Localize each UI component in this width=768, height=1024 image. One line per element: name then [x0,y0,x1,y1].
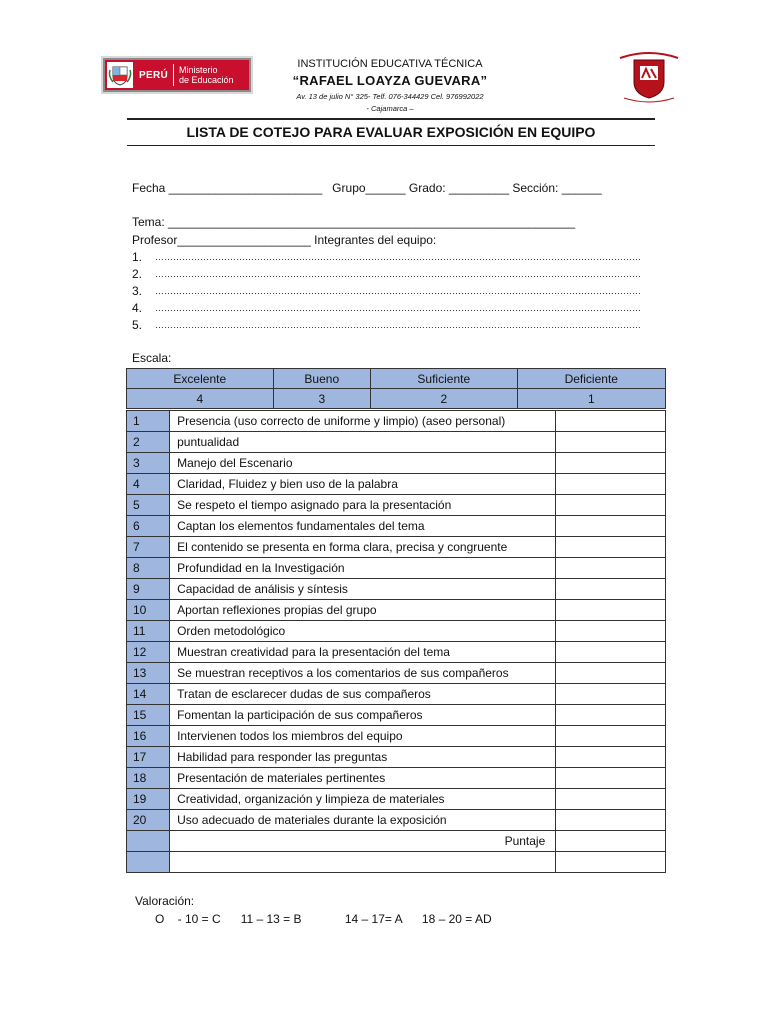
member-line[interactable]: ……………………………………………………………………………………………………………………………………………… [155,320,641,330]
criteria-text: Manejo del Escenario [170,453,556,474]
blank-number-cell [127,852,170,873]
escala-label: Escala: [132,351,172,365]
scale-value: 4 [127,389,274,409]
criteria-text: Habilidad para responder las preguntas [170,747,556,768]
criteria-number: 16 [127,726,170,747]
criteria-text: Capacidad de análisis y síntesis [170,579,556,600]
criteria-score-cell[interactable] [556,747,666,768]
member-line[interactable]: ……………………………………………………………………………………………………………………………………………… [155,252,641,262]
criteria-body [127,411,666,873]
criteria-text: Tratan de esclarecer dudas de sus compañeros [170,684,556,705]
criteria-row [127,516,666,537]
criteria-row [127,705,666,726]
criteria-score-cell[interactable] [556,684,666,705]
criteria-row [127,411,666,432]
criteria-text: Profundidad en la Investigación [170,558,556,579]
member-line[interactable]: ……………………………………………………………………………………………………………………………………………… [155,303,641,313]
criteria-number: 14 [127,684,170,705]
valoracion-scale: O - 10 = C 11 – 13 = B 14 – 17= A 18 – 20 = AD [155,912,492,926]
criteria-number: 1 [127,411,170,432]
criteria-text: Presencia (uso correcto de uniforme y limpio) (aseo personal) [170,411,556,432]
criteria-score-cell[interactable] [556,810,666,831]
criteria-number: 4 [127,474,170,495]
member-number: 5. [132,318,143,332]
blank-score-cell[interactable] [556,852,666,873]
member-number: 3. [132,284,143,298]
valoracion-label: Valoración: [135,894,195,908]
header-rule-bottom [127,145,655,146]
fecha-grupo-grado-seccion-line[interactable]: Fecha _______________________ Grupo______ Grado: _________ Sección: ______ [132,181,602,195]
criteria-row [127,495,666,516]
criteria-score-cell[interactable] [556,621,666,642]
criteria-row [127,621,666,642]
scale-header: Suficiente [371,369,518,389]
logo-divider [173,64,174,86]
criteria-score-cell[interactable] [556,495,666,516]
criteria-number: 7 [127,537,170,558]
criteria-text: puntualidad [170,432,556,453]
criteria-text: Claridad, Fluidez y bien uso de la palabra [170,474,556,495]
criteria-score-cell[interactable] [556,600,666,621]
ministry-label: Ministerio de Educación [178,65,234,85]
criteria-score-cell[interactable] [556,558,666,579]
criteria-score-cell[interactable] [556,705,666,726]
criteria-row [127,642,666,663]
criteria-text: Orden metodológico [170,621,556,642]
member-line[interactable]: ……………………………………………………………………………………………………………………………………………… [155,269,641,279]
criteria-score-cell[interactable] [556,516,666,537]
criteria-number: 20 [127,810,170,831]
puntaje-label: Puntaje [170,831,556,852]
criteria-score-cell[interactable] [556,726,666,747]
member-line[interactable]: ……………………………………………………………………………………………………………………………………………… [155,286,641,296]
criteria-number: 3 [127,453,170,474]
header-rule-top [127,118,655,120]
scale-table [126,368,666,409]
criteria-text: Fomentan la participación de sus compañeros [170,705,556,726]
criteria-row [127,747,666,768]
criteria-row [127,558,666,579]
criteria-number: 10 [127,600,170,621]
criteria-text: Se respeto el tiempo asignado para la presentación [170,495,556,516]
criteria-number: 2 [127,432,170,453]
peru-label: PERÚ [139,69,168,81]
scale-value: 1 [517,389,665,409]
puntaje-number-cell [127,831,170,852]
criteria-text: Creatividad, organización y limpieza de materiales [170,789,556,810]
institution-name: “RAFAEL LOAYZA GUEVARA” [292,73,488,88]
tema-line[interactable]: Tema: _____________________________________________________________ [132,215,576,229]
criteria-text: Se muestran receptivos a los comentarios de sus compañeros [170,663,556,684]
scale-header: Bueno [273,369,370,389]
blank-row [127,852,666,873]
criteria-row [127,663,666,684]
school-crest-icon [612,50,686,104]
criteria-row [127,768,666,789]
criteria-number: 15 [127,705,170,726]
puntaje-score-cell[interactable] [556,831,666,852]
blank-text-cell[interactable] [170,852,556,873]
criteria-score-cell[interactable] [556,663,666,684]
criteria-row [127,453,666,474]
criteria-number: 9 [127,579,170,600]
criteria-number: 8 [127,558,170,579]
criteria-row [127,474,666,495]
criteria-text: Uso adecuado de materiales durante la exposición [170,810,556,831]
criteria-row [127,789,666,810]
criteria-row [127,432,666,453]
scale-header: Excelente [127,369,274,389]
criteria-score-cell[interactable] [556,579,666,600]
criteria-number: 6 [127,516,170,537]
member-number: 4. [132,301,143,315]
criteria-score-cell[interactable] [556,768,666,789]
criteria-text: Presentación de materiales pertinentes [170,768,556,789]
institution-address: Av. 13 de julio N° 325- Telf. 076-344429 Cel. 976992022 [296,92,484,101]
criteria-text: Intervienen todos los miembros del equipo [170,726,556,747]
criteria-score-cell[interactable] [556,642,666,663]
scale-value-row [127,389,666,409]
criteria-number: 12 [127,642,170,663]
puntaje-row [127,831,666,852]
criteria-score-cell[interactable] [556,789,666,810]
criteria-text: Muestran creatividad para la presentación del tema [170,642,556,663]
criteria-row [127,684,666,705]
criteria-text: Aportan reflexiones propias del grupo [170,600,556,621]
criteria-score-cell[interactable] [556,474,666,495]
member-number: 2. [132,267,143,281]
institution-city: - Cajamarca – [366,104,414,113]
criteria-row [127,726,666,747]
criteria-number: 13 [127,663,170,684]
peru-coat-of-arms-icon [107,62,133,88]
criteria-number: 18 [127,768,170,789]
criteria-table [126,410,666,873]
scale-value: 2 [371,389,518,409]
criteria-number: 11 [127,621,170,642]
criteria-score-cell[interactable] [556,432,666,453]
criteria-score-cell[interactable] [556,537,666,558]
criteria-number: 19 [127,789,170,810]
criteria-row [127,537,666,558]
criteria-row [127,579,666,600]
criteria-row [127,600,666,621]
criteria-row [127,810,666,831]
criteria-score-cell[interactable] [556,453,666,474]
scale-header: Deficiente [517,369,665,389]
scale-header-row [127,369,666,389]
profesor-line[interactable]: Profesor____________________ Integrantes del equipo: [132,233,437,247]
scale-value: 3 [273,389,370,409]
criteria-number: 5 [127,495,170,516]
criteria-text: El contenido se presenta en forma clara, precisa y congruente [170,537,556,558]
criteria-number: 17 [127,747,170,768]
institution-type: INSTITUCIÓN EDUCATIVA TÉCNICA [297,58,483,70]
member-number: 1. [132,250,143,264]
criteria-text: Captan los elementos fundamentales del tema [170,516,556,537]
document-title: LISTA DE COTEJO PARA EVALUAR EXPOSICIÓN EN EQUIPO [186,124,596,140]
criteria-score-cell[interactable] [556,411,666,432]
